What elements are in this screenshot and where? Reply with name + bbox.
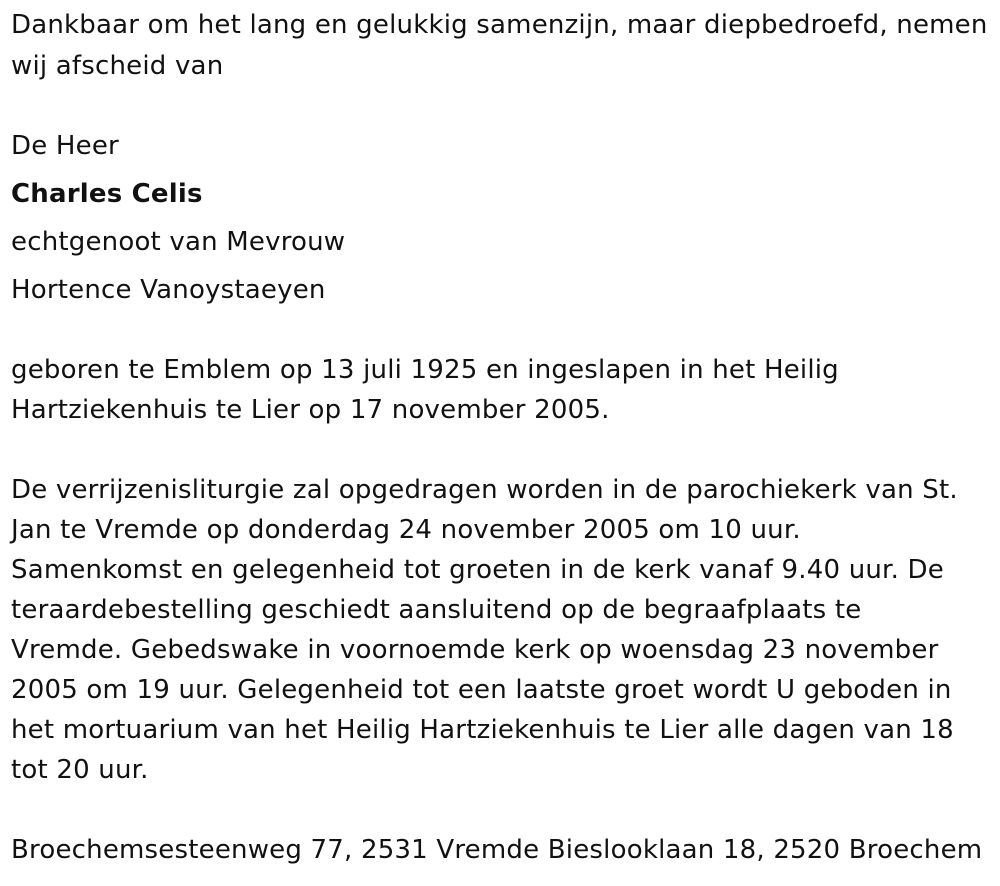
spouse-line-2: Hortence Vanoystaeyen — [11, 275, 326, 305]
birth-death-line-1: geboren te Emblem op 13 juli 1925 en ingeslapen in het Heilig — [11, 355, 839, 385]
ceremony-line-6: 2005 om 19 uur. Gelegenheid tot een laatste groet wordt U geboden in — [11, 675, 952, 705]
ceremony-line-5: Vremde. Gebedswake in voornoemde kerk op woensdag 23 november — [11, 635, 939, 665]
ceremony-line-2: Jan te Vremde op donderdag 24 november 2005 om 10 uur. — [11, 515, 801, 545]
birth-death-line-2: Hartziekenhuis te Lier op 17 november 2005. — [11, 395, 610, 425]
address-line: Broechemsesteenweg 77, 2531 Vremde Bieslooklaan 18, 2520 Broechem — [11, 835, 983, 865]
ceremony-line-3: Samenkomst en gelegenheid tot groeten in de kerk vanaf 9.40 uur. De — [11, 555, 944, 585]
ceremony-line-8: tot 20 uur. — [11, 755, 149, 785]
ceremony-line-1: De verrijzenisliturgie zal opgedragen worden in de parochiekerk van St. — [11, 475, 958, 505]
person-name: Charles Celis — [11, 179, 203, 209]
ceremony-line-7: het mortuarium van het Heilig Hartziekenhuis te Lier alle dagen van 18 — [11, 715, 954, 745]
intro-line-2: wij afscheid van — [11, 51, 224, 81]
ceremony-line-4: teraardebestelling geschiedt aansluitend op de begraafplaats te — [11, 595, 862, 625]
intro-line-1: Dankbaar om het lang en gelukkig samenzijn, maar diepbedroefd, nemen — [11, 10, 988, 40]
person-title: De Heer — [11, 131, 119, 161]
spouse-line-1: echtgenoot van Mevrouw — [11, 227, 346, 257]
